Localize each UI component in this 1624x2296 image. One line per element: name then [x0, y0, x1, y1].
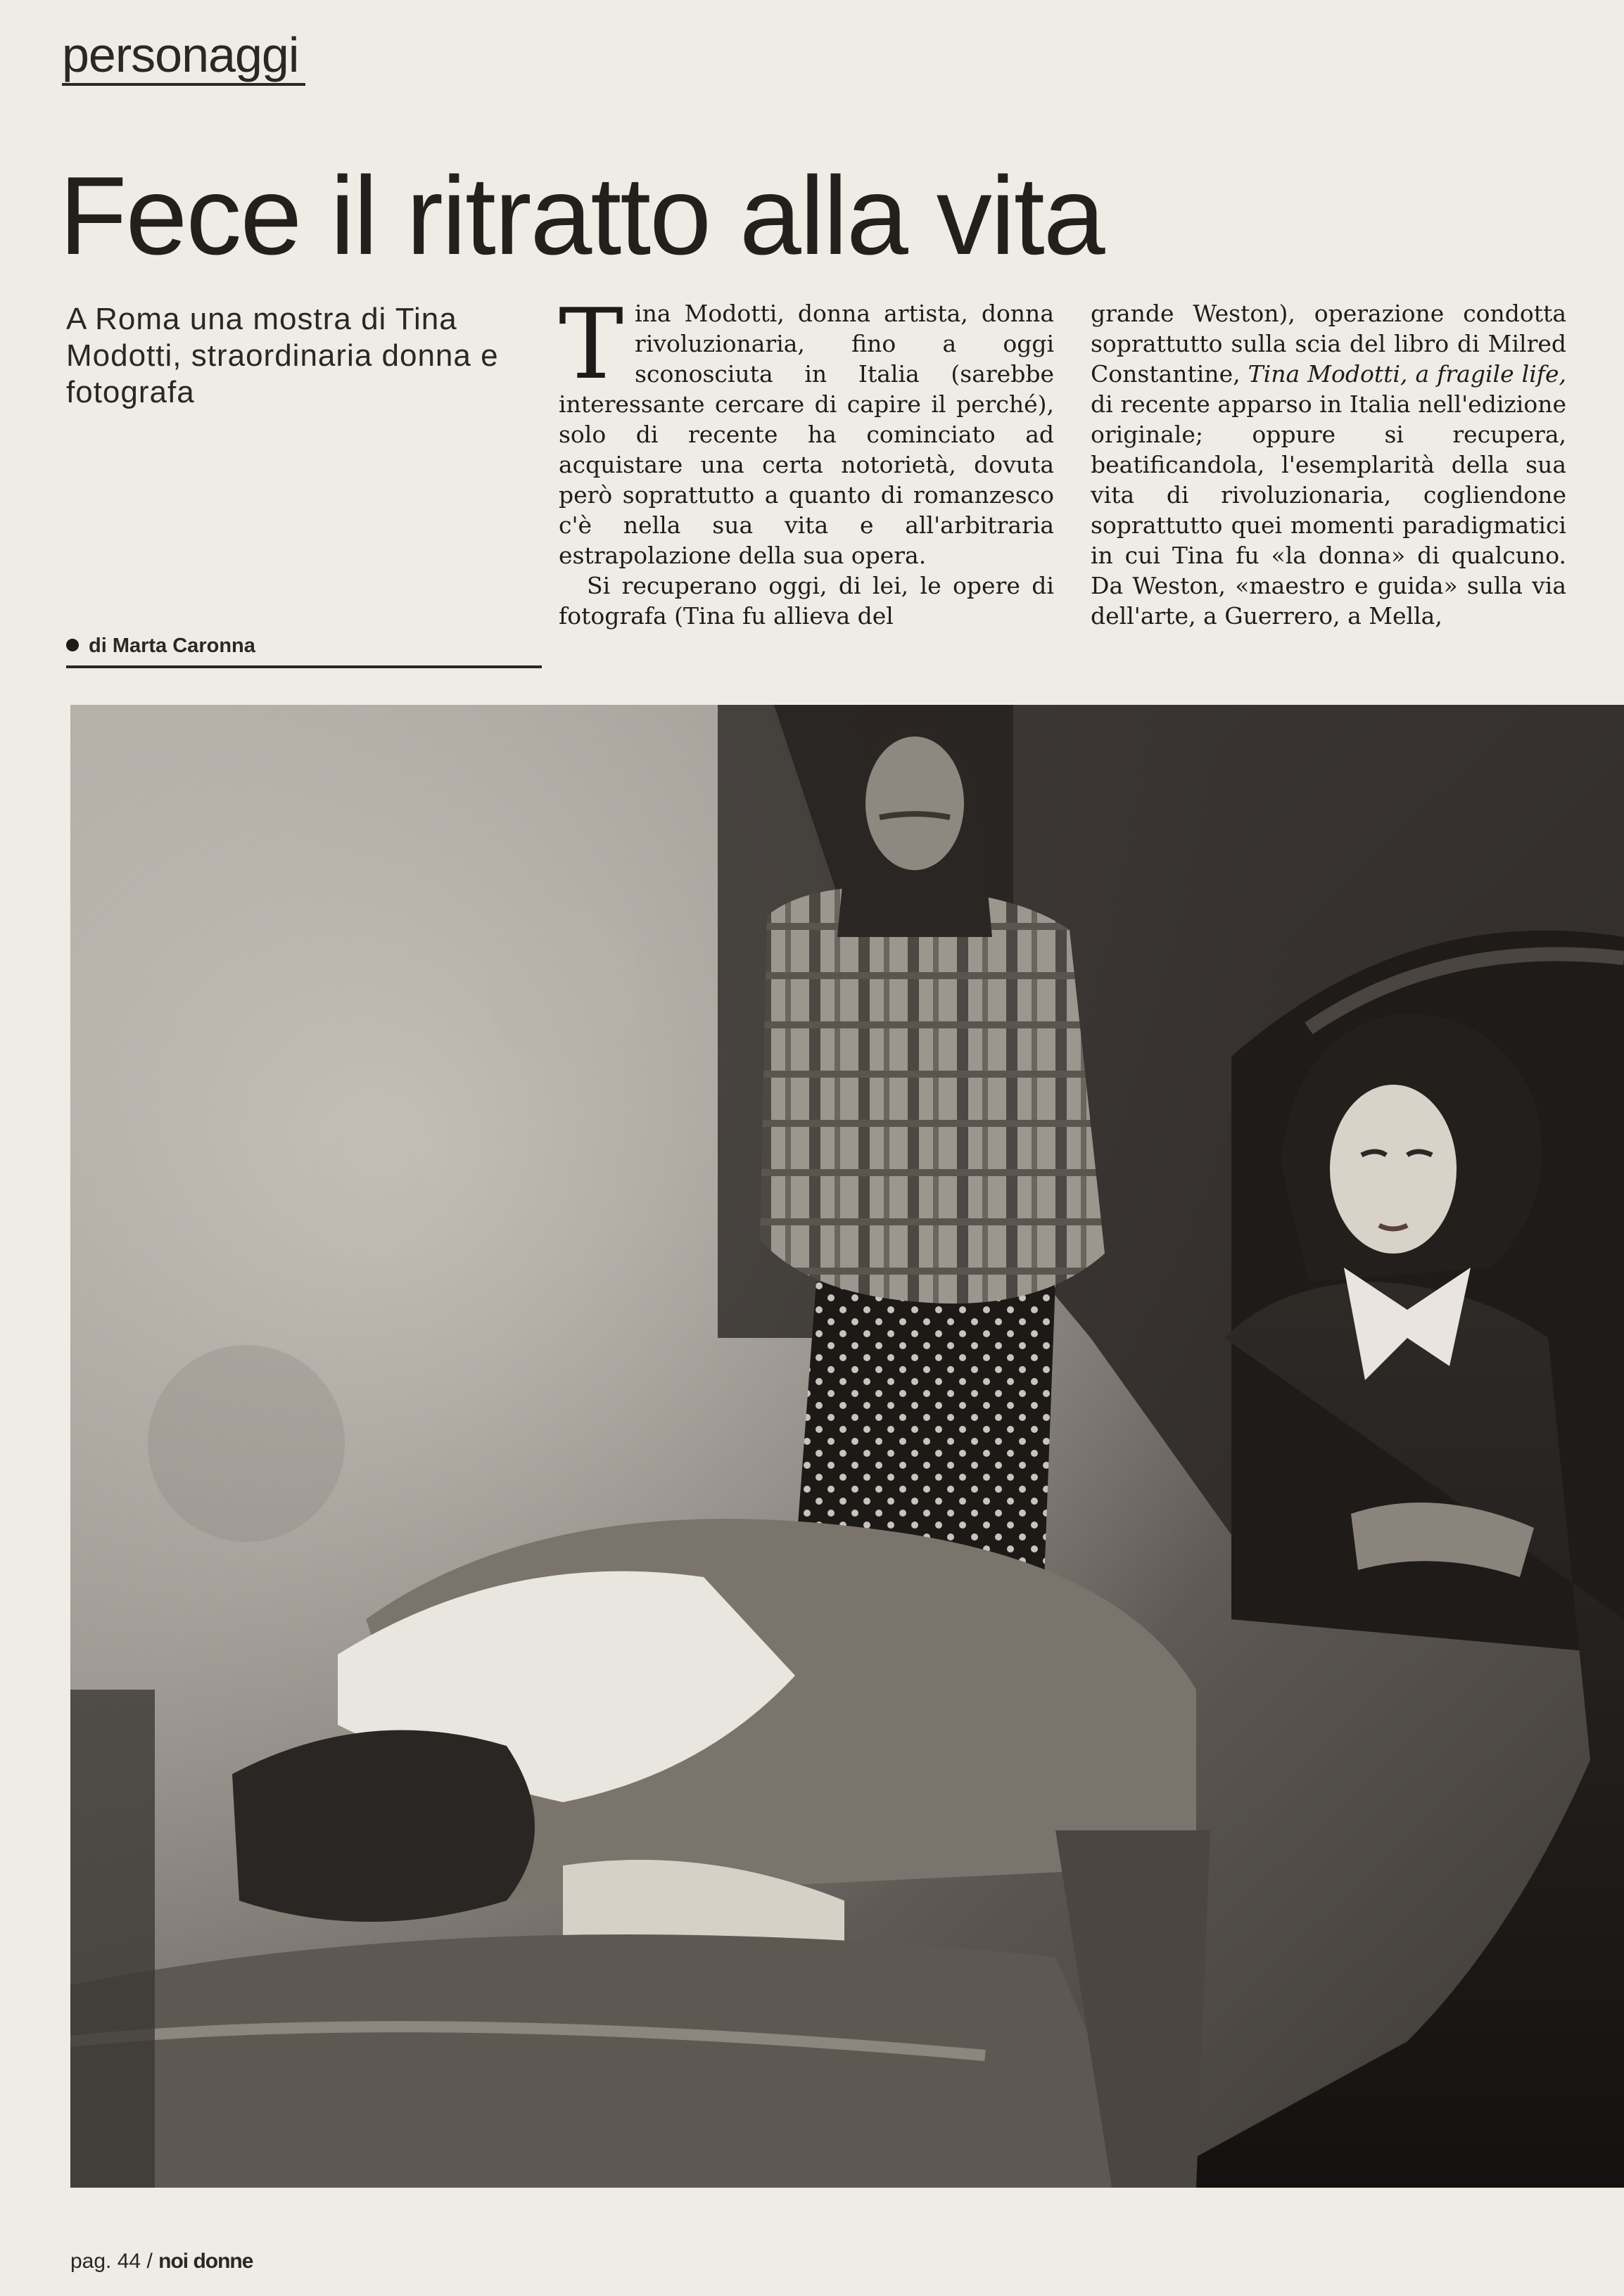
paragraph-1-text: ina Modotti, donna artista, donna rivoluzionaria, fino a oggi sconosciuta in Italia (sarebbe interessante cercare di capire il perché), solo di recente ha cominciato ad acquistare una certa notorietà, dovuta però soprattutto a quanto di romanzesco c'è nella sua vita e all'arbitraria estrapolazione della sua opera.	[559, 300, 1054, 569]
article-column-2	[1091, 298, 1566, 631]
section-label: personaggi	[62, 27, 299, 82]
article-subhead: A Roma una mostra di Tina Modotti, straordinaria donna e fotografa	[66, 302, 499, 409]
paragraph-2: Si recuperano oggi, di lei, le opere di fotografa (Tina fu allieva del	[559, 572, 1054, 630]
footer-separator: /	[146, 2250, 153, 2273]
paragraph-1	[559, 288, 1054, 570]
byline-text: di Marta Caronna	[89, 634, 255, 657]
byline	[66, 634, 255, 658]
page-number: pag. 44	[70, 2250, 141, 2273]
magazine-brand: noi donne	[158, 2250, 253, 2273]
section-underline	[62, 83, 305, 86]
page-footer	[70, 2250, 253, 2273]
byline-rule	[66, 665, 542, 668]
bullet-icon	[66, 639, 79, 651]
paragraph-2-continued: grande Weston), operazione condotta soprattutto sulla scia del libro di Milred Constantine, Tina Modotti, a fragile life, di recente apparso in Italia nell'edizione originale; oppure si recupera, beatificandola, l'esemplarità della sua vita di rivoluzionaria, cogliendone soprattutto quei momenti paradigmatici in cui Tina fu «la donna» di qualcuno. Da Weston, «maestro e guida» sulla via dell'arte, a Guerrero, a Mella,	[1091, 300, 1566, 630]
photo-scene	[70, 705, 1624, 2188]
article-headline: Fece il ritratto alla vita	[59, 154, 1104, 278]
drop-cap: T	[559, 288, 624, 401]
article-photograph	[70, 705, 1624, 2188]
book-title: Tina Modotti, a fragile life,	[1248, 360, 1566, 388]
article-column-1	[559, 288, 1054, 631]
